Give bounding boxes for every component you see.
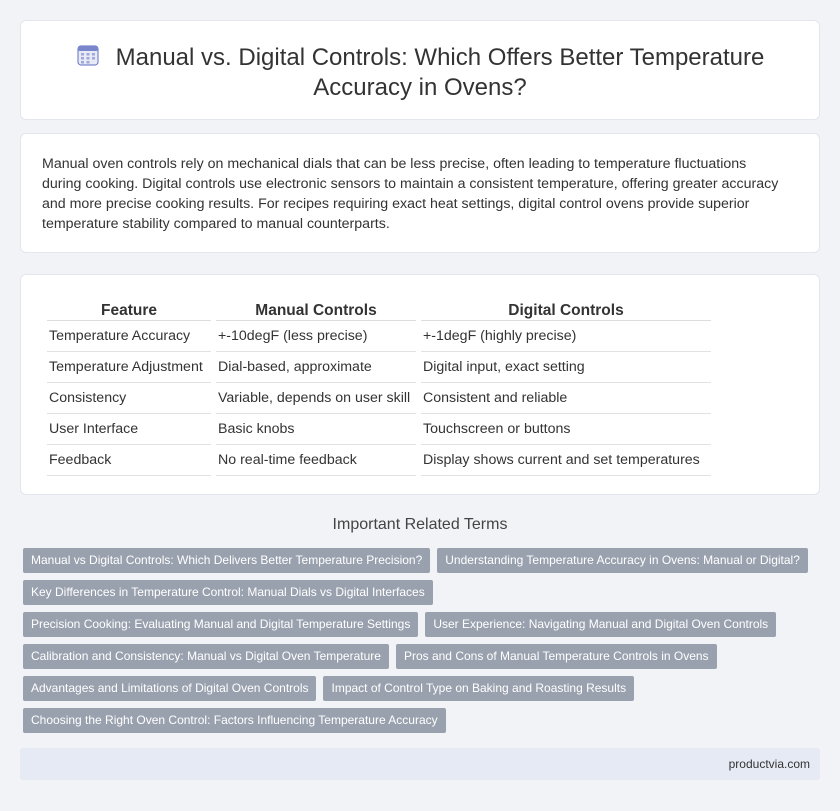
related-term-link[interactable]: Understanding Temperature Accuracy in Ovens: Manual or Digital? xyxy=(437,548,808,573)
comparison-card xyxy=(20,274,820,495)
column-header: Feature xyxy=(47,297,211,321)
related-term-link[interactable]: Key Differences in Temperature Control: Manual Dials vs Digital Interfaces xyxy=(23,580,433,605)
table-cell: User Interface xyxy=(47,414,211,445)
related-term-link[interactable]: Manual vs Digital Controls: Which Delivers Better Temperature Precision? xyxy=(23,548,430,573)
header-card xyxy=(20,20,820,120)
table-cell: Temperature Accuracy xyxy=(47,321,211,352)
table-cell: Temperature Adjustment xyxy=(47,352,211,383)
intro-card xyxy=(20,133,820,253)
table-header-row xyxy=(47,297,711,321)
table-cell: +-1degF (highly precise) xyxy=(421,321,711,352)
table-cell: Variable, depends on user skill xyxy=(216,383,416,414)
related-term-link[interactable]: Pros and Cons of Manual Temperature Controls in Ovens xyxy=(396,644,717,669)
column-header: Digital Controls xyxy=(421,297,711,321)
intro-paragraph: Manual oven controls rely on mechanical dials that can be less precise, often leading to temperature fluctuations during cooking. Digital controls use electronic sensors to maintain a consistent temperature, offering greater accuracy and more precise cooking results. For recipes requiring exact heat settings, digital control ovens provide superior temperature stability compared to manual counterparts. xyxy=(42,156,779,232)
table-row xyxy=(47,321,711,352)
page-title xyxy=(21,43,819,103)
footer xyxy=(20,748,820,780)
site-link[interactable]: productvia.com xyxy=(728,757,810,771)
table-cell: Consistent and reliable xyxy=(421,383,711,414)
table-cell: +-10degF (less precise) xyxy=(216,321,416,352)
table-row xyxy=(47,352,711,383)
related-term-link[interactable]: Choosing the Right Oven Control: Factors Influencing Temperature Accuracy xyxy=(23,708,446,733)
column-header: Manual Controls xyxy=(216,297,416,321)
related-term-link[interactable]: Calibration and Consistency: Manual vs Digital Oven Temperature xyxy=(23,644,389,669)
title-line-1: Manual vs. Digital Controls: Which Offers Better Temperature xyxy=(115,44,765,71)
related-term-link[interactable]: User Experience: Navigating Manual and Digital Oven Controls xyxy=(425,612,776,637)
table-cell: No real-time feedback xyxy=(216,445,416,476)
table-cell: Consistency xyxy=(47,383,211,414)
table-cell: Dial-based, approximate xyxy=(216,352,416,383)
table-cell: Digital input, exact setting xyxy=(421,352,711,383)
table-row xyxy=(47,383,711,414)
table-cell: Basic knobs xyxy=(216,414,416,445)
comparison-table xyxy=(42,297,716,476)
title-line-2: Accuracy in Ovens? xyxy=(313,74,527,101)
table-cell: Feedback xyxy=(47,445,211,476)
related-term-link[interactable]: Precision Cooking: Evaluating Manual and Digital Temperature Settings xyxy=(23,612,418,637)
related-term-link[interactable]: Impact of Control Type on Baking and Roasting Results xyxy=(323,676,634,701)
table-cell: Touchscreen or buttons xyxy=(421,414,711,445)
calendar-icon xyxy=(76,43,100,67)
table-row xyxy=(47,445,711,476)
related-terms-title: Important Related Terms xyxy=(332,516,508,533)
table-cell: Display shows current and set temperatures xyxy=(421,445,711,476)
related-term-link[interactable]: Advantages and Limitations of Digital Oven Controls xyxy=(23,676,316,701)
table-row xyxy=(47,414,711,445)
related-terms-list xyxy=(23,548,823,740)
